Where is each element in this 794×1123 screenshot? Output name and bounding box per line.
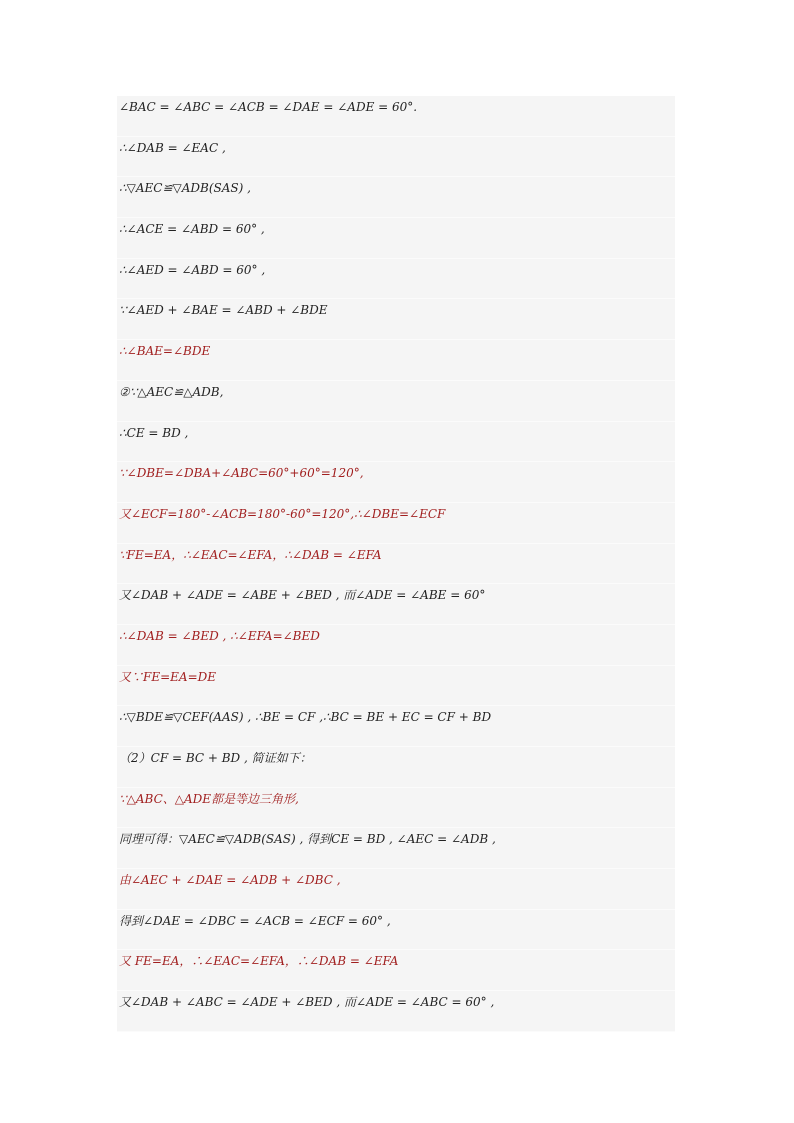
line-text: ②∵△AEC≌△ADB, <box>119 384 224 399</box>
line-text: 又∵FE=EA=DE <box>119 669 217 684</box>
line-text: 同理可得：▽AEC≌▽ADB(SAS) , 得到CE = BD , ∠AEC = ∠ADB , <box>119 832 496 847</box>
line-text: （2）CF = BC + BD , 简证如下： <box>119 751 312 765</box>
line-text: 得到∠DAE = ∠DBC = ∠ACB = ∠ECF = 60° , <box>119 913 391 928</box>
solution-line <box>117 991 675 1032</box>
solution-line <box>117 544 675 585</box>
solution-line <box>117 706 675 747</box>
line-text: 又 FE=EA，∴∠EAC=∠EFA，∴∠DAB = ∠EFA <box>119 954 399 969</box>
solution-line <box>117 910 675 951</box>
solution-line <box>117 828 675 869</box>
line-text: ∴∠AED = ∠ABD = 60° , <box>119 262 266 277</box>
solution-line <box>117 218 675 259</box>
solution-line <box>117 584 675 625</box>
solution-line <box>117 96 675 137</box>
line-text: ∴∠BAE=∠BDE <box>119 344 211 359</box>
solution-line <box>117 137 675 178</box>
solution-line <box>117 340 675 381</box>
line-text: 又∠DAB + ∠ABC = ∠ADE + ∠BED , 而∠ADE = ∠ABC = 60° , <box>119 995 495 1010</box>
line-text: ∴CE = BD , <box>119 425 189 440</box>
line-text: ∴∠ACE = ∠ABD = 60° , <box>119 222 265 237</box>
solution-line <box>117 381 675 422</box>
solution-line <box>117 299 675 340</box>
line-text: ∠BAC = ∠ABC = ∠ACB = ∠DAE = ∠ADE = 60°. <box>119 100 418 114</box>
solution-line <box>117 177 675 218</box>
line-text: 又∠DAB + ∠ADE = ∠ABE + ∠BED , 而∠ADE = ∠ABE = 60° <box>119 588 486 603</box>
solution-line <box>117 666 675 707</box>
line-text: ∴∠DAB = ∠BED , ∴∠EFA=∠BED <box>119 628 320 643</box>
line-text: ∴▽BDE≌▽CEF(AAS) , ∴BE = CF ,∴BC = BE + EC = CF + BD <box>119 710 492 725</box>
solution-line <box>117 950 675 991</box>
line-text: 由∠AEC + ∠DAE = ∠ADB + ∠DBC , <box>119 873 341 888</box>
line-text: ∵FE=EA，∴∠EAC=∠EFA，∴∠DAB = ∠EFA <box>119 547 382 562</box>
line-text: ∵∠AED + ∠BAE = ∠ABD + ∠BDE <box>119 303 328 318</box>
solution-line <box>117 869 675 910</box>
solution-line <box>117 625 675 666</box>
solution-line <box>117 462 675 503</box>
line-text: ∵△ABC、△ADE都是等边三角形, <box>119 791 299 806</box>
solution-line <box>117 259 675 300</box>
line-text: ∵∠DBE=∠DBA+∠ABC=60°+60°=120°, <box>119 466 364 481</box>
line-text: ∴∠DAB = ∠EAC , <box>119 140 226 155</box>
line-text: 又∠ECF=180°-∠ACB=180°-60°=120°,∴∠DBE=∠ECF <box>119 506 446 521</box>
solution-line <box>117 503 675 544</box>
line-text: ∴▽AEC≌▽ADB(SAS) , <box>119 181 251 196</box>
solution-line <box>117 747 675 788</box>
solution-panel <box>117 96 675 1032</box>
solution-line <box>117 422 675 463</box>
solution-line <box>117 788 675 829</box>
